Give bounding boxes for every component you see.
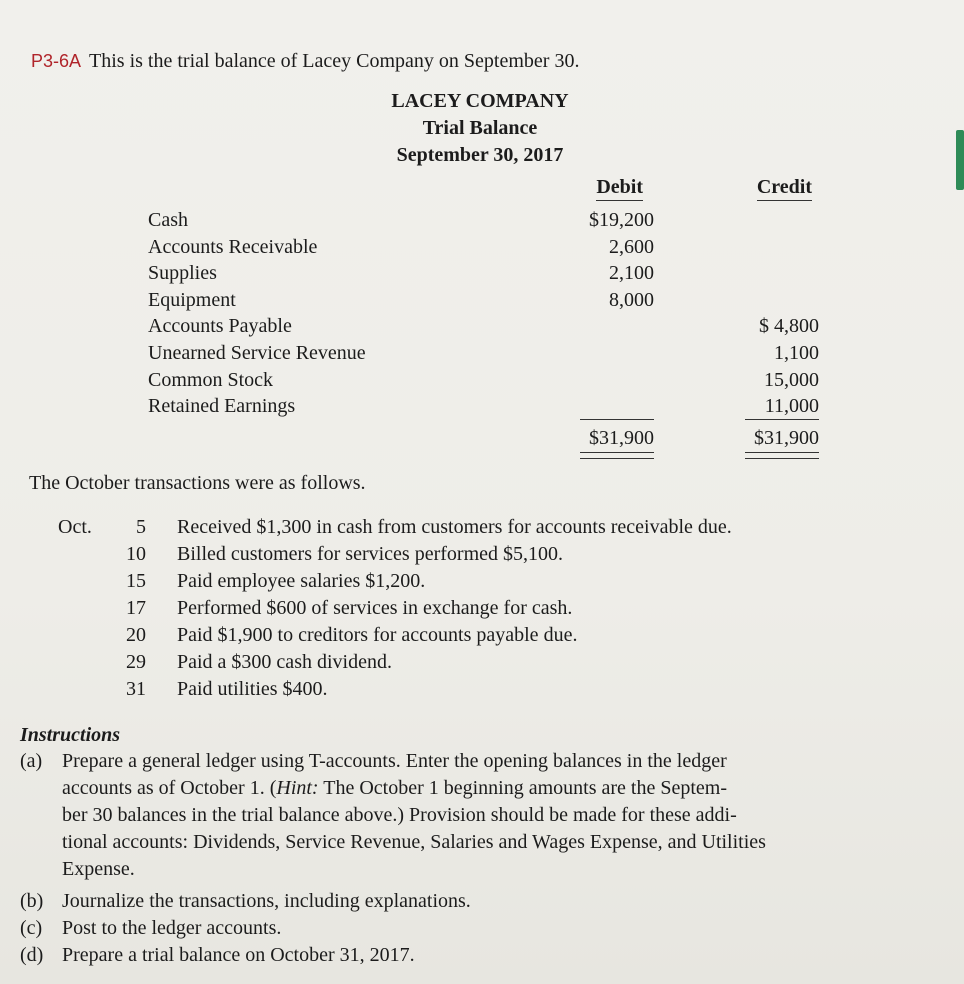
instruction-b: Journalize the transactions, including explanations. [62, 890, 471, 912]
account-name: Accounts Receivable [148, 236, 318, 258]
item-a-line-5: Expense. [62, 858, 135, 880]
item-a-line-1: Prepare a general ledger using T-accounts. Enter the opening balances in the ledger [62, 750, 727, 772]
transaction-text: Paid employee salaries $1,200. [177, 570, 426, 592]
debit-double-rule [580, 452, 654, 459]
transaction-day: 29 [126, 651, 146, 673]
debit-header: Debit [560, 176, 643, 199]
transaction-text: Paid utilities $400. [177, 678, 328, 700]
credit-amount: 11,000 [764, 395, 819, 417]
problem-header [31, 50, 579, 73]
account-name: Common Stock [148, 369, 274, 391]
transaction-text: Paid a $300 cash dividend. [177, 651, 392, 673]
item-label: (a) [20, 750, 43, 772]
item-a-line-3: ber 30 balances in the trial balance above.) Provision should be made for these addi- [62, 804, 737, 826]
transaction-day: 5 [136, 516, 146, 538]
transaction-text: Received $1,300 in cash from customers for accounts receivable due. [177, 516, 732, 538]
credit-amount: 1,100 [774, 342, 819, 364]
credit-double-rule [745, 452, 819, 459]
credit-amount: 15,000 [764, 369, 819, 391]
hint-word: Hint: [276, 777, 319, 799]
account-name: Supplies [148, 262, 217, 284]
account-name: Retained Earnings [148, 395, 296, 417]
instruction-d: Prepare a trial balance on October 31, 2017. [62, 944, 415, 966]
page-edge-tab [956, 130, 964, 190]
transaction-day: 15 [126, 570, 146, 592]
debit-amount: $19,200 [589, 209, 654, 231]
transaction-day: 10 [126, 543, 146, 565]
debit-amount: 2,100 [609, 262, 654, 284]
instructions-title: Instructions [20, 724, 121, 746]
account-name: Accounts Payable [148, 315, 292, 337]
problem-intro: This is the trial balance of Lacey Company on September 30. [89, 50, 580, 72]
transaction-day: 31 [126, 678, 146, 700]
problem-id: P3-6A [31, 51, 82, 71]
debit-subtotal-rule [580, 419, 654, 420]
credit-total: $31,900 [754, 427, 819, 449]
item-label: (c) [20, 917, 43, 939]
item-label: (b) [20, 890, 44, 912]
item-a-line-4: tional accounts: Dividends, Service Revenue, Salaries and Wages Expense, and Utilities [62, 831, 766, 853]
transactions-intro: The October transactions were as follows. [29, 472, 366, 494]
credit-header: Credit [700, 176, 812, 199]
company-name: LACEY COMPANY [391, 90, 569, 112]
transaction-text: Paid $1,900 to creditors for accounts payable due. [177, 624, 578, 646]
statement-title: Trial Balance [422, 117, 538, 139]
transaction-month: Oct. [58, 516, 92, 538]
transaction-day: 20 [126, 624, 146, 646]
account-name: Unearned Service Revenue [148, 342, 366, 364]
account-name: Cash [148, 209, 188, 231]
instruction-c: Post to the ledger accounts. [62, 917, 282, 939]
credit-amount: $ 4,800 [759, 315, 819, 337]
transaction-day: 17 [126, 597, 146, 619]
credit-subtotal-rule [745, 419, 819, 420]
item-a-line-2: accounts as of October 1. (Hint: The October 1 beginning amounts are the Septem- [62, 777, 728, 799]
debit-amount: 2,600 [609, 236, 654, 258]
transaction-text: Billed customers for services performed $5,100. [177, 543, 564, 565]
transaction-text: Performed $600 of services in exchange for cash. [177, 597, 573, 619]
statement-date: September 30, 2017 [396, 144, 564, 166]
debit-total: $31,900 [589, 427, 654, 449]
debit-amount: 8,000 [609, 289, 654, 311]
account-name: Equipment [148, 289, 236, 311]
item-label: (d) [20, 944, 44, 966]
